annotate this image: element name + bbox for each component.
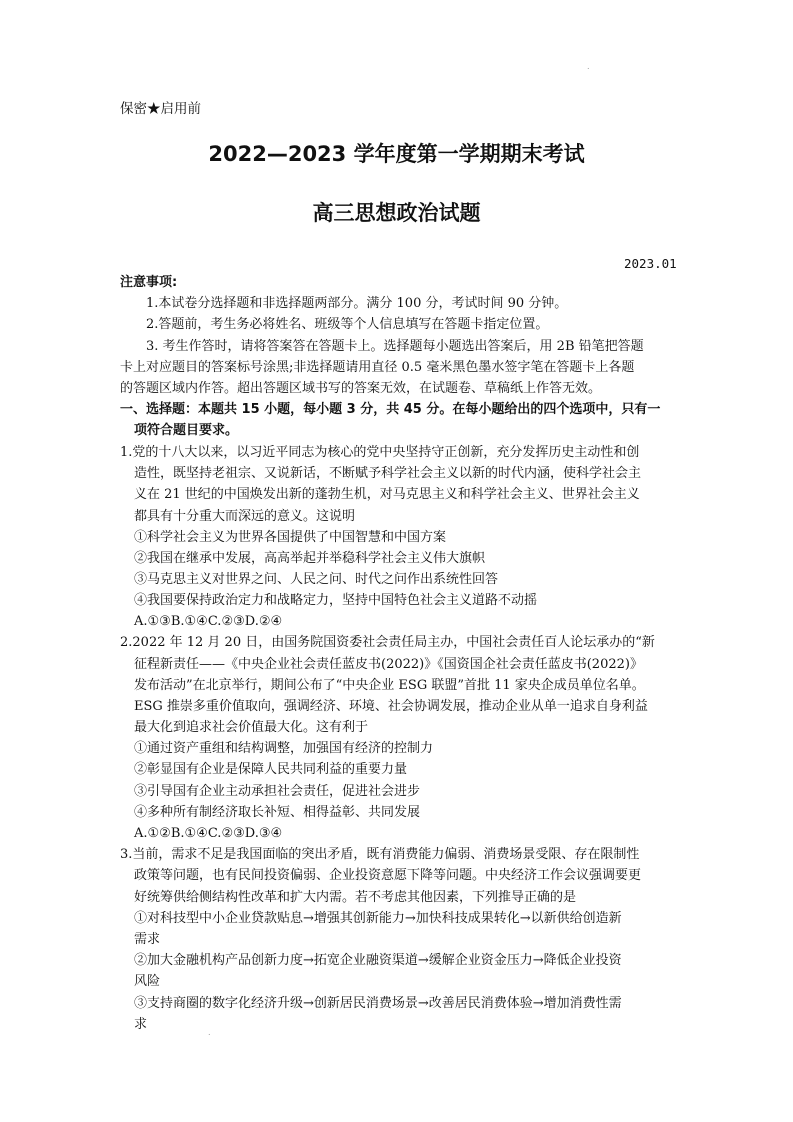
notes-line: 卡上对应题目的答案标号涂黑;非选择题请用直径 0.5 毫米黑色墨水签字笔在答题卡上各题 bbox=[120, 360, 635, 375]
question-3-option: ①对科技型中小企业贷款贴息→增强其创新能力→加快科技成果转化→以新供给创造新 bbox=[134, 911, 622, 926]
notes-line: 3. 考生作答时，请将答案答在答题卡上。选择题每小题选出答案后，用 2B 铅笔把答题 bbox=[146, 339, 644, 354]
question-1-option: ④我国要保持政治定力和战略定力，坚持中国特色社会主义道路不动摇 bbox=[134, 593, 538, 608]
section-heading: 一、选择题：本题共 15 小题，每小题 3 分，共 45 分。在每小题给出的四个选项中，只有一 bbox=[120, 402, 661, 417]
scan-dot: . bbox=[208, 1028, 211, 1037]
question-2-option: ④多种所有制经济取长补短、相得益彰、共同发展 bbox=[134, 805, 421, 820]
question-3-stem: 政策等问题，也有民间投资偏弱、企业投资意愿下降等问题。中央经济工作会议强调要更 bbox=[134, 868, 642, 883]
question-3-option: 风险 bbox=[134, 974, 161, 989]
question-3-option: ③支持商圈的数字化经济升级→创新居民消费场景→改善居民消费体验→增加消费性需 bbox=[134, 996, 622, 1011]
notes-line: 2.答题前，考生务必将姓名、班级等个人信息填写在答题卡指定位置。 bbox=[146, 317, 549, 332]
exam-subtitle: 高三思想政治试题 bbox=[312, 201, 481, 225]
question-1-option: ②我国在继承中发展，高高举起并举稳科学社会主义伟大旗帜 bbox=[134, 551, 486, 566]
section-heading: 项符合题目要求。 bbox=[134, 423, 239, 438]
question-3-option: ②加大金融机构产品创新力度→拓宽企业融资渠道→缓解企业资金压力→降低企业投资 bbox=[134, 953, 622, 968]
question-1-stem: 义在 21 世纪的中国焕发出新的蓬勃生机，对马克思主义和科学社会主义、世界社会主义 bbox=[134, 487, 640, 502]
question-3-stem: 3.当前，需求不足是我国面临的突出矛盾，既有消费能力偏弱、消费场景受限、存在限制性 bbox=[120, 847, 640, 862]
question-1-option: ①科学社会主义为世界各国提供了中国智慧和中国方案 bbox=[134, 530, 447, 545]
question-3-option: 需求 bbox=[134, 932, 161, 947]
question-2-stem: 2.2022 年 12 月 20 日，由国务院国资委社会责任局主办，中国社会责任百人论坛承办的“新 bbox=[120, 635, 655, 650]
question-3-option: 求 bbox=[134, 1017, 148, 1032]
question-2-stem: 最大化到追求社会价值最大化。这有利于 bbox=[134, 720, 369, 735]
question-1-stem: 都具有十分重大而深远的意义。这说明 bbox=[134, 509, 356, 524]
scan-dot: . bbox=[587, 62, 590, 71]
exam-date: 2023.01 bbox=[624, 256, 677, 271]
question-1-option: ③马克思主义对世界之问、人民之问、时代之问作出系统性回答 bbox=[134, 572, 499, 587]
question-2-stem: 征程新责任——《中央企业社会责任蓝皮书(2022)》《国资国企社会责任蓝皮书(2022)》 bbox=[134, 657, 643, 672]
question-2-option: ②彰显国有企业是保障人民共同利益的重要力量 bbox=[134, 762, 408, 777]
question-2-stem: ESG 推崇多重价值取向，强调经济、环境、社会协调发展，推动企业从单一追求自身利益 bbox=[134, 699, 648, 714]
question-3-stem: 好统筹供给侧结构性改革和扩大内需。若不考虑其他因素，下列推导正确的是 bbox=[134, 890, 577, 905]
question-2-option: ①通过资产重组和结构调整，加强国有经济的控制力 bbox=[134, 741, 434, 756]
exam-title: 2022—2023 学年度第一学期期末考试 bbox=[208, 142, 585, 166]
secret-label: 保密★启用前 bbox=[120, 101, 201, 117]
question-2-option: ③引导国有企业主动承担社会责任，促进社会进步 bbox=[134, 784, 421, 799]
notes-heading: 注意事项: bbox=[120, 275, 178, 290]
question-2-stem: 发布活动”在北京举行，期间公布了“中央企业 ESG 联盟”首批 11 家央企成员单位名单。 bbox=[134, 678, 645, 693]
question-1-answers: A.①③B.①④C.②③D.②④ bbox=[134, 614, 283, 629]
question-1-stem: 造性，既坚持老祖宗、又说新话，不断赋予科学社会主义以新的时代内涵，使科学社会主 bbox=[134, 466, 642, 481]
question-2-answers: A.①②B.①④C.②③D.③④ bbox=[134, 826, 283, 841]
question-1-stem: 1.党的十八大以来，以习近平同志为核心的党中央坚持守正创新，充分发挥历史主动性和创 bbox=[120, 445, 640, 460]
notes-line: 的答题区域内作答。超出答题区域书写的答案无效，在试题卷、草稿纸上作答无效。 bbox=[120, 381, 602, 396]
notes-line: 1.本试卷分选择题和非选择题两部分。满分 100 分，考试时间 90 分钟。 bbox=[146, 296, 568, 311]
